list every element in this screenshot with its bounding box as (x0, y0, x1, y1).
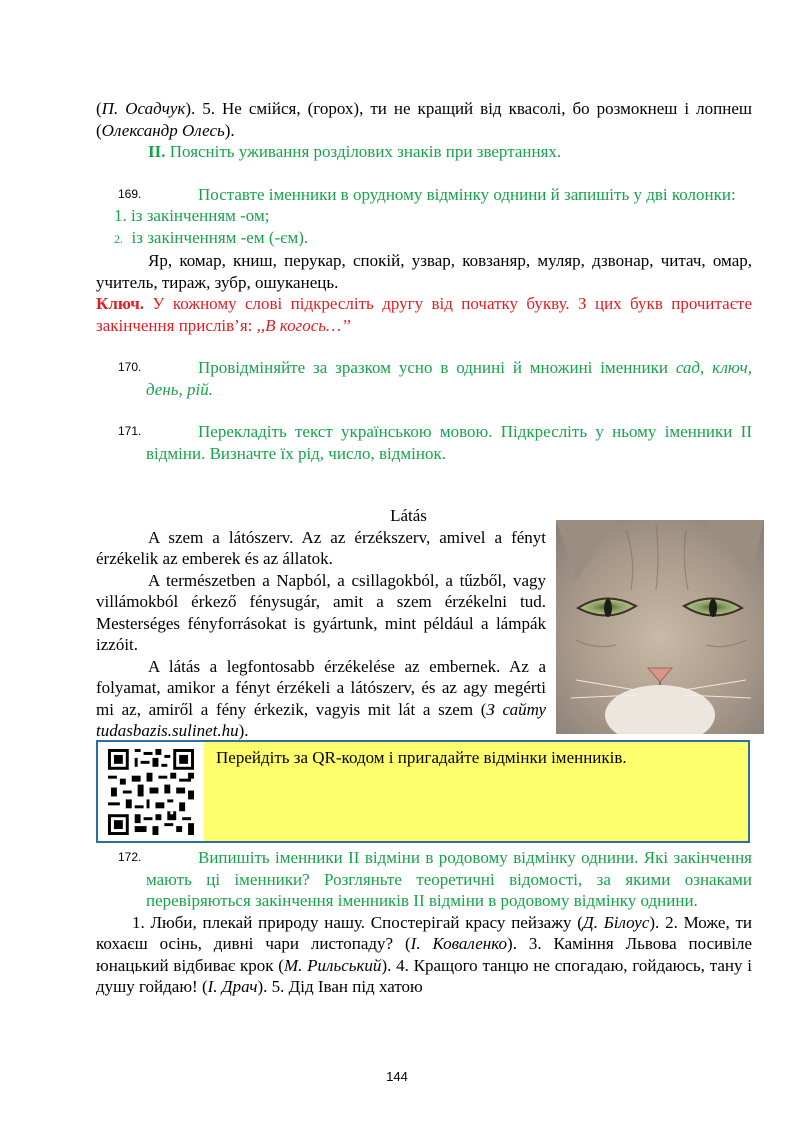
qr-code-area (98, 742, 204, 841)
key-note: Ключ. У кожному слові підкресліть другу від початку букву. З цих букв прочитаєте закінчення прислів’я: ,,В когось…’’ (96, 294, 752, 335)
task-number: 171. (118, 424, 142, 438)
page-body (96, 98, 752, 464)
source: З сайту tudasbazis.sulinet.hu (96, 699, 546, 740)
author-name: Олександр Олесь (101, 120, 225, 140)
qr-callout (96, 740, 750, 843)
top-paragraph: (П. Осадчук). 5. Не смійся, (горох), ти не кращий від квасолі, бо розмокнеш і лопнеш (Олександр Олесь). (96, 99, 752, 140)
task-number: 169. (118, 186, 142, 201)
qr-code-icon[interactable] (106, 749, 196, 835)
task-172-block (96, 847, 752, 998)
task-169-words: Яр, комар, книш, перукар, спокій, узвар, ковзаняр, муляр, дзвонар, читач, омар, учитель, тираж, зубр, ошуканець. (96, 251, 752, 292)
task-171: 171. Перекладіть текст українською мовою. Підкресліть у ньому іменники ІІ відміни. Визначте їх рід, число, відмінок. (118, 422, 752, 463)
qr-instruction: Перейдіть за QR-кодом і пригадайте відмінки іменників. (216, 748, 627, 767)
author-name: П. Осадчук (101, 99, 186, 118)
paragraph: A látás a legfontosabb érzékelése az embernek. Az a folyamat, amikor a fényt érzékeli a látószerv, és az agy megérti mi az, amiről a fény érkezik, vagyis mit lát a szem (З сайту tudasbazis.sulinet.hu). (96, 656, 546, 740)
page-number: 144 (386, 1069, 408, 1084)
task-number: 172. (118, 850, 142, 864)
task-170: 170. Провідміняйте за зразком усно в однині й множині іменники сад, ключ, день, рій. (118, 358, 752, 399)
task-172: 172. Випишіть іменники ІІ відміни в родовому відмінку однини. Які закінчення мають ці іменники? Розгляньте теоретичні відомості, за якими ознаками перевіряються закінчення іменників ІІ відміни в родовому відмінку однини. (118, 848, 752, 910)
task-169: 169. Поставте іменники в орудному відмінку однини й запишіть у дві колонки: (118, 184, 736, 204)
cat-photo (556, 520, 764, 734)
hungarian-text (96, 505, 546, 742)
task-172-sentences: 1. Люби, плекай природу нашу. Спостерігай красу пейзажу (Д. Білоус). 2. Може, ти кохаєш осінь, дивні чари листопаду? (І. Коваленко). 3. Каміння Львова посивіле юнацький відбиває крок (М. Рильський). 4. Кращого танцю не спогадаю, гойдаюсь, тану і душу гойдаю! (І. Драч). 5. Дід Іван під хатою (96, 912, 753, 996)
section-heading: ІІ. Поясніть уживання розділових знаків при звертаннях. (148, 142, 562, 161)
option-2: 2. із закінченням -ем (-єм). (114, 227, 309, 247)
paragraph: A szem a látószerv. Az az érzékszerv, amivel a fényt érzékelik az emberek és az állatok. (96, 527, 546, 568)
paragraph: A természetben a Napból, a csillagokból, a tűzből, vagy villámokból érkező fénysugár, amit a szem érzékelni tud. Mesterséges fényforrásokat is gyártunk, mint például a lámpák izzóit. (96, 570, 546, 654)
text-title: Látás (390, 506, 427, 525)
option-1: 1. із закінченням -ом; (114, 206, 270, 225)
task-number: 170. (118, 360, 142, 374)
task-169-options (96, 205, 752, 250)
